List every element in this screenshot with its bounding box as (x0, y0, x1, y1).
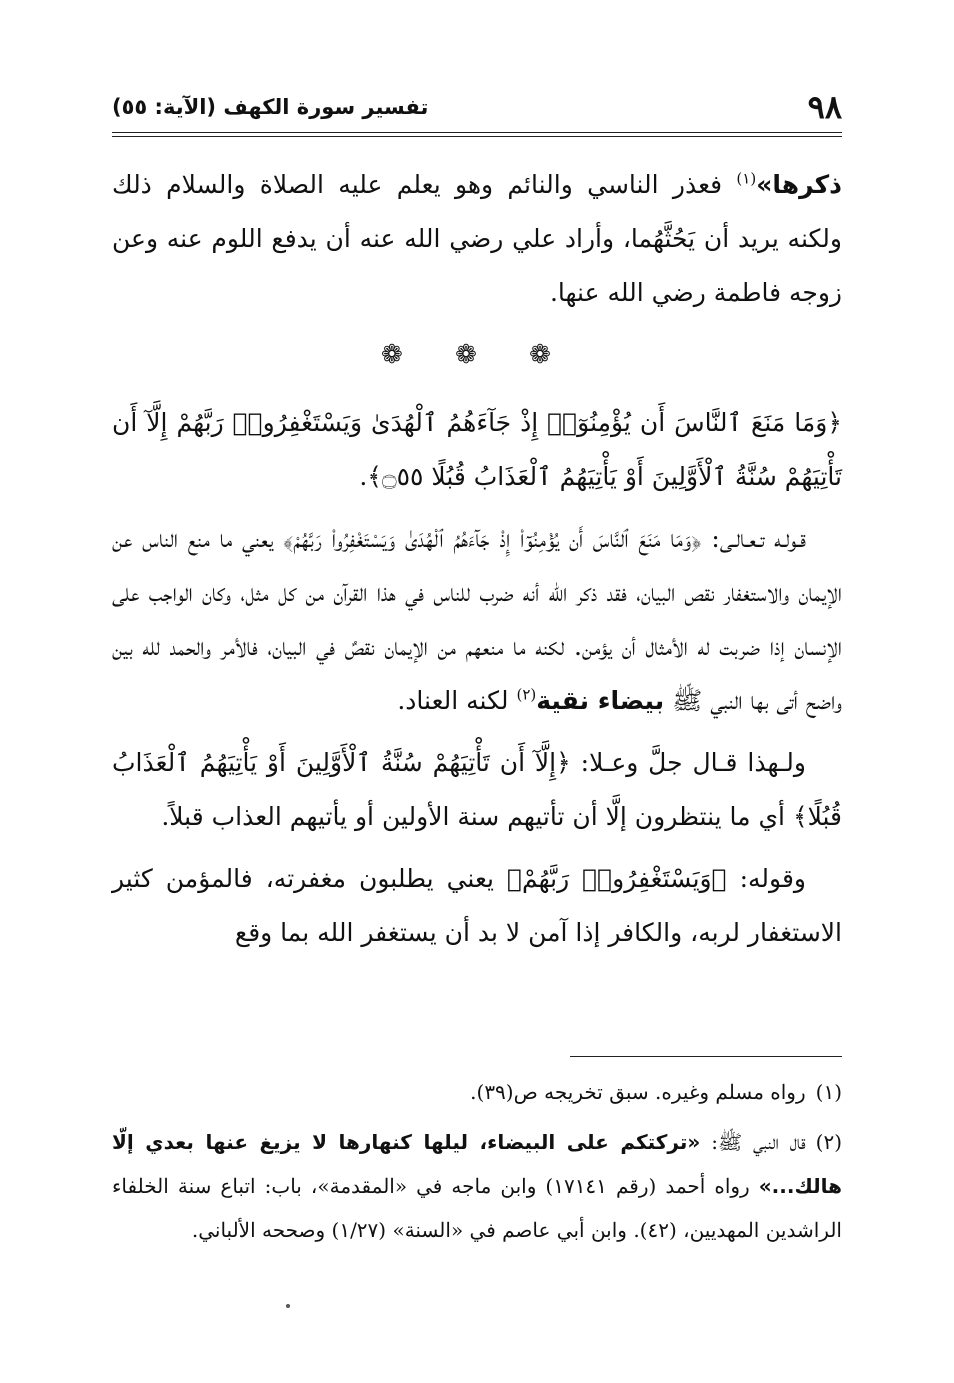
paragraph-2-lead: قـولـه تـعـالـى: (701, 524, 806, 553)
main-text (112, 158, 842, 968)
ayah-text: ﴿وَمَا مَنَعَ ٱلنَّاسَ أَن يُؤْمِنُوٓا۟ إِذْ جَآءَهُمُ ٱلْهُدَىٰ وَيَسْتَغْفِرُوا۟ رَبَّهُمْ إِلَّآ أَن تَأْتِيَهُمْ سُنَّةُ ٱلْأَوَّلِينَ أَوْ يَأْتِيَهُمُ ٱلْعَذَابُ قُبُلًا ۝٥٥﴾. (112, 408, 842, 491)
footnote-1-text: رواه مسلم وغيره. سبق تخريجه ص(٣٩). (470, 1080, 806, 1104)
paragraph-3 (112, 736, 842, 844)
paragraph-3-lead: ولـهذا قـال جلَّ وعـلا: (570, 748, 806, 777)
paragraph-4-text: يعني يطلبون مغفرته، فالمؤمن كثير الاستغفار لربه، والكافر إذا آمن لا بد أن يستغفر الله بما وقع (112, 864, 842, 947)
page-header (112, 86, 842, 128)
paragraph-2-quran: ﴿وَمَا مَنَعَ ٱلنَّاسَ أَن يُؤْمِنُوٓا۟ إِذْ جَآءَهُمُ ٱلْهُدَىٰ وَيَسْتَغْفِرُوا۟ رَبَّهُمْ﴾ (283, 524, 702, 553)
header-rule (112, 132, 842, 137)
lead-bold-text: ذكرها» (756, 170, 842, 199)
paragraph-4-quran: ﴿وَيَسْتَغْفِرُوا۟ رَبَّهُمْ﴾ (506, 864, 727, 893)
footnote-2-lead: قال النبي ﷺ: (700, 1130, 806, 1154)
footnote-ref-1: (١) (736, 169, 757, 188)
paragraph-1 (112, 158, 842, 320)
page-number: ٩٨ (807, 88, 842, 126)
footnotes (112, 1070, 842, 1258)
footnote-2-hadith: «تركتكم على البيضاء، ليلها كنهارها لا يزيغ عنها بعدي إلّا هالك...» (112, 1130, 842, 1198)
paragraph-3-quran: ﴿إِلَّآ أَن تَأْتِيَهُمْ سُنَّةُ ٱلْأَوَّلِينَ أَوْ يَأْتِيَهُمُ ٱلْعَذَابُ قُبُلًا﴾ (112, 748, 842, 831)
paragraph-2-text: يعني ما منع الناس عن الإيمان والاستغفار نقص البيان، فقد ذكر الله أنه ضرب للناس في هذا القرآن من كل مثل، وكان الواجب على الإنسان إذا ضربت له الأمثال أن يؤمن. لكنه ما منعهم من الإيمان نقصٌ في البيان، فالأمر والحمد لله بين واضح أتى بها النبي ﷺ (112, 524, 842, 715)
paragraph-4 (112, 852, 842, 960)
footnote-rule (570, 1056, 842, 1057)
ayah-55 (112, 396, 842, 504)
paragraph-2 (112, 512, 842, 728)
footnote-2-text: رواه أحمد (رقم ١٧١٤١) وابن ماجه في «المقدمة»، باب: اتباع سنة الخلفاء الراشدين المهديين، (٤٢). وابن أبي عاصم في «السنة» (١/٢٧) وصححه الألباني. (112, 1174, 842, 1242)
paragraph-2-tail: لكنه العناد. (397, 686, 517, 715)
footnote-ref-2: (٢) (516, 685, 537, 704)
scan-dot (286, 1304, 290, 1308)
footnote-2-number: (٢) (815, 1130, 842, 1154)
footnote-2 (112, 1120, 842, 1252)
paragraph-3-text: أي ما ينتظرون إلَّا أن تأتيهم سنة الأولين أو يأتيهم العذاب قبلاً. (161, 802, 793, 831)
running-title: تفسير سورة الكهف (الآية: ٥٥) (112, 95, 429, 119)
paragraph-2-bold: بيضاء نقية (536, 686, 665, 715)
paragraph-1-text: فعذر الناسي والنائم وهو يعلم عليه الصلاة والسلام ذلك ولكنه يريد أن يَحُثَّهُما، وأراد علي رضي الله عنه أن يدفع اللوم عنه وعن زوجه فاطمة رضي الله عنها. (112, 170, 842, 307)
paragraph-4-lead: وقوله: (726, 864, 806, 893)
section-separator-icon: ❁ ❁ ❁ (381, 340, 573, 370)
footnote-1 (112, 1070, 842, 1114)
footnote-1-number: (١) (815, 1080, 842, 1104)
